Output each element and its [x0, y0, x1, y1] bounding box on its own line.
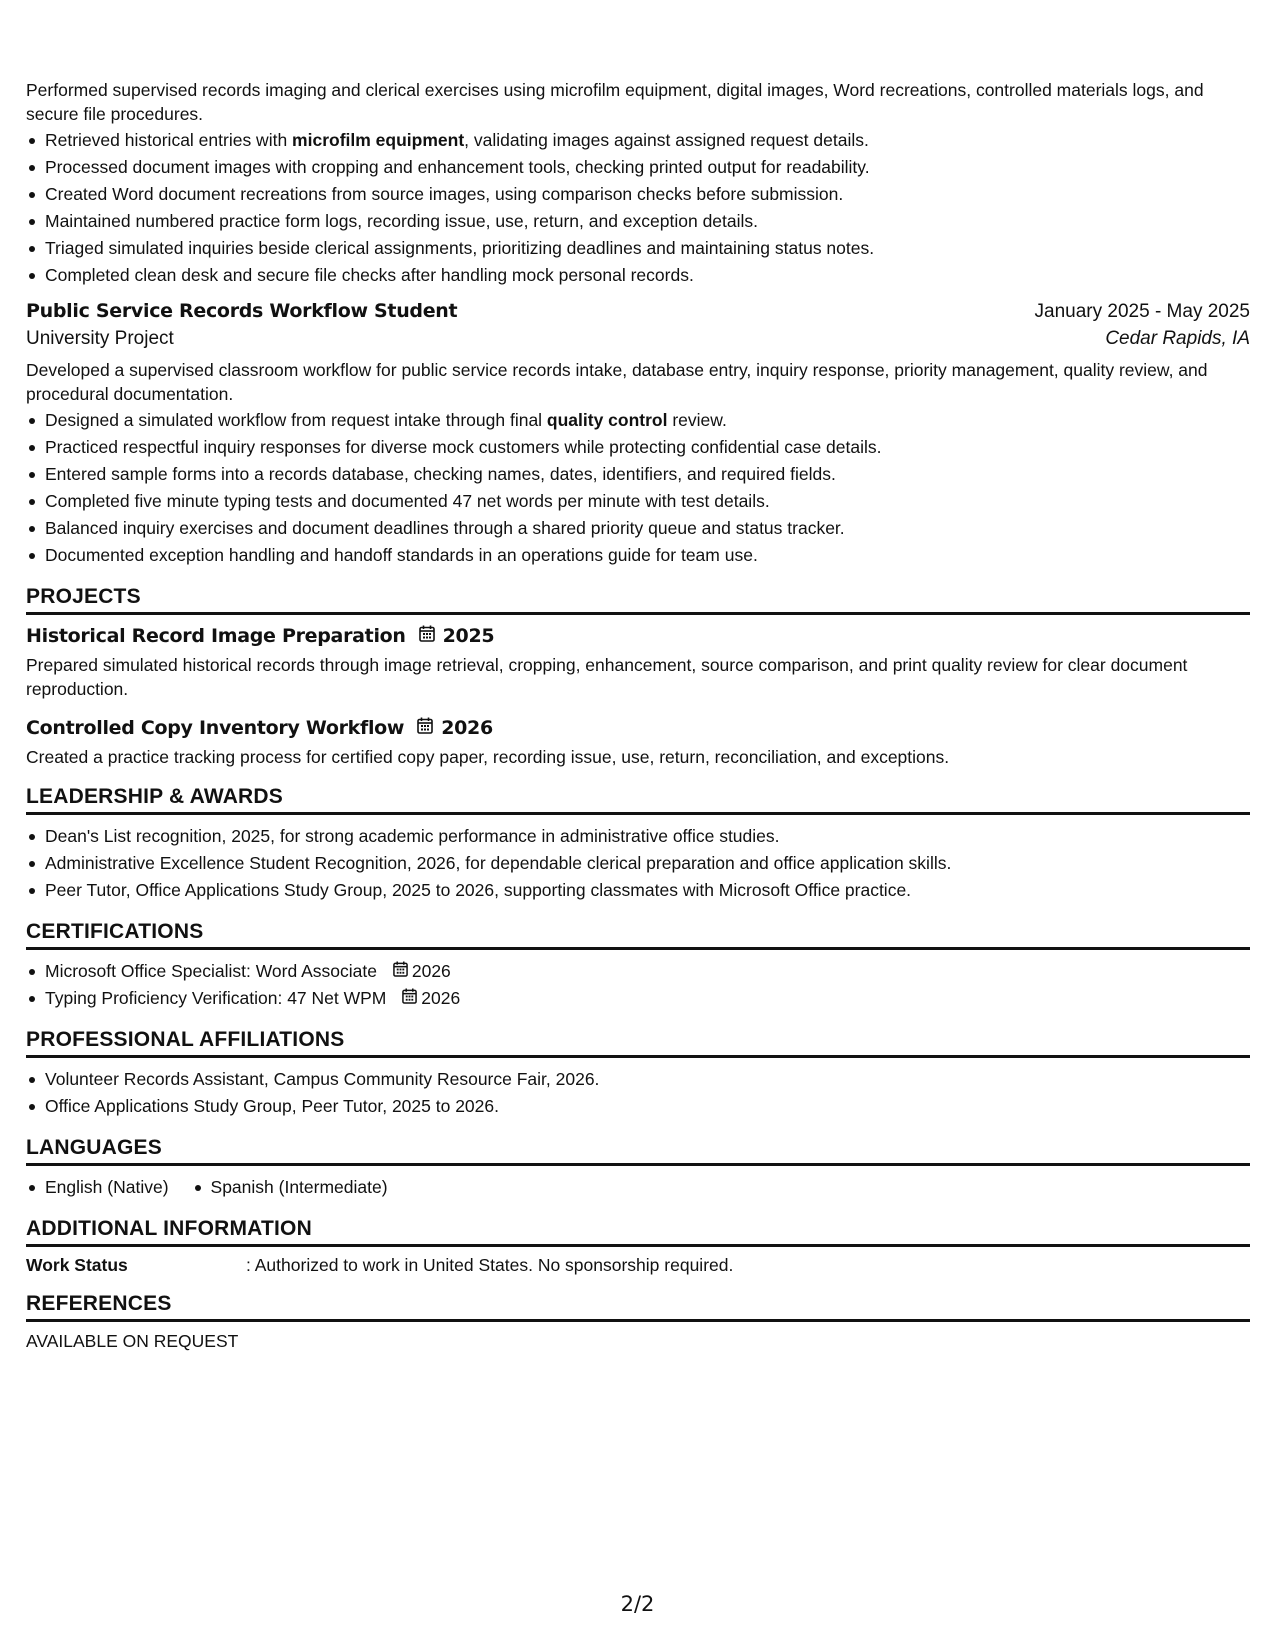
section-heading-projects: PROJECTS	[26, 585, 1250, 615]
work-status-value: : Authorized to work in United States. No sponsorship required.	[246, 1255, 734, 1275]
experience-intro: Performed supervised records imaging and clerical exercises using microfilm equipment, digital images, Word recreations, controlled materials logs, and secure file procedures.	[26, 80, 1204, 124]
calendar-icon	[419, 625, 435, 647]
list-item	[45, 958, 1250, 985]
calendar-icon	[417, 717, 433, 739]
entry-title: Public Service Records Workflow Student	[26, 300, 458, 322]
project-description: Prepared simulated historical records through image retrieval, cropping, enhancement, source comparison, and print quality review for clear document reproduction.	[26, 655, 1188, 699]
project-header	[26, 625, 1250, 647]
work-status-row	[26, 1255, 1250, 1276]
list-item: Office Applications Study Group, Peer Tutor, 2025 to 2026.	[45, 1093, 1250, 1120]
section-heading-languages: LANGUAGES	[26, 1136, 1250, 1166]
project-header	[26, 717, 1250, 739]
entry-location: Cedar Rapids, IA	[1105, 328, 1250, 349]
resume-page	[26, 78, 1250, 1352]
bullet-bold-text: microfilm equipment	[292, 130, 465, 150]
bullet-bold-text: quality control	[546, 410, 668, 430]
list-item: Spanish (Intermediate)	[211, 1174, 388, 1201]
entry-dates: January 2025 - May 2025	[1034, 301, 1250, 322]
list-item	[45, 407, 1250, 434]
list-item: Dean's List recognition, 2025, for strong academic performance in administrative office studies.	[45, 823, 1250, 850]
certification-name: Microsoft Office Specialist: Word Associate	[45, 961, 377, 981]
bullet-text: , validating images against assigned request details.	[464, 130, 869, 150]
list-item: Processed document images with cropping and enhancement tools, checking printed output for readability.	[45, 154, 1250, 181]
entry-description: Developed a supervised classroom workflow for public service records intake, database entry, inquiry response, priority management, quality review, and procedural documentation.	[26, 360, 1208, 404]
project-description: Created a practice tracking process for certified copy paper, recording issue, use, return, reconciliation, and exceptions.	[26, 747, 950, 767]
page-number: 2/2	[620, 1592, 655, 1616]
section-heading-references: REFERENCES	[26, 1292, 1250, 1322]
calendar-icon	[393, 958, 408, 985]
entry-organization: University Project	[26, 328, 174, 349]
list-item: Maintained numbered practice form logs, recording issue, use, return, and exception details.	[45, 208, 1250, 235]
certification-date	[382, 958, 451, 985]
list-item: Peer Tutor, Office Applications Study Group, 2025 to 2026, supporting classmates with Microsoft Office practice.	[45, 877, 1250, 904]
list-item: Entered sample forms into a records database, checking names, dates, identifiers, and required fields.	[45, 461, 1250, 488]
entry-bullets	[26, 407, 1250, 569]
project-year: 2025	[442, 625, 495, 647]
experience-bullets	[26, 127, 1250, 289]
bullet-text: Retrieved historical entries with	[45, 130, 293, 150]
entry-header	[26, 300, 1250, 323]
leadership-list	[26, 823, 1250, 904]
calendar-icon	[402, 985, 417, 1012]
list-item: Balanced inquiry exercises and document deadlines through a shared priority queue and status tracker.	[45, 515, 1250, 542]
project-title: Historical Record Image Preparation	[26, 625, 406, 647]
list-item: Volunteer Records Assistant, Campus Community Resource Fair, 2026.	[45, 1066, 1250, 1093]
certification-year: 2026	[411, 961, 451, 981]
project-title: Controlled Copy Inventory Workflow	[26, 717, 405, 739]
list-item: Completed clean desk and secure file checks after handling mock personal records.	[45, 262, 1250, 289]
list-item: Completed five minute typing tests and documented 47 net words per minute with test details.	[45, 488, 1250, 515]
certification-date	[391, 985, 460, 1012]
work-status-label: Work Status	[26, 1255, 128, 1275]
section-heading-certifications: CERTIFICATIONS	[26, 920, 1250, 950]
list-item: Documented exception handling and handoff standards in an operations guide for team use.	[45, 542, 1250, 569]
certification-year: 2026	[421, 988, 461, 1008]
languages-list	[26, 1174, 1250, 1201]
project-year: 2026	[441, 717, 493, 739]
references-text: AVAILABLE ON REQUEST	[26, 1331, 239, 1351]
list-item: Created Word document recreations from source images, using comparison checks before submission.	[45, 181, 1250, 208]
entry-subheader	[26, 328, 1250, 350]
affiliations-list	[26, 1066, 1250, 1120]
certifications-list	[26, 958, 1250, 1012]
bullet-text: review.	[667, 410, 727, 430]
section-heading-affiliations: PROFESSIONAL AFFILIATIONS	[26, 1028, 1250, 1058]
section-heading-leadership: LEADERSHIP & AWARDS	[26, 785, 1250, 815]
bullet-text: Designed a simulated workflow from request intake through final	[45, 410, 547, 430]
section-heading-additional: ADDITIONAL INFORMATION	[26, 1217, 1250, 1247]
list-item: Practiced respectful inquiry responses for diverse mock customers while protecting confidential case details.	[45, 434, 1250, 461]
list-item: Administrative Excellence Student Recognition, 2026, for dependable clerical preparation and office application skills.	[45, 850, 1250, 877]
list-item	[45, 127, 1250, 154]
list-item: Triaged simulated inquiries beside clerical assignments, prioritizing deadlines and maintaining status notes.	[45, 235, 1250, 262]
list-item: English (Native)	[45, 1174, 169, 1201]
certification-name: Typing Proficiency Verification: 47 Net WPM	[45, 988, 387, 1008]
list-item	[45, 985, 1250, 1012]
